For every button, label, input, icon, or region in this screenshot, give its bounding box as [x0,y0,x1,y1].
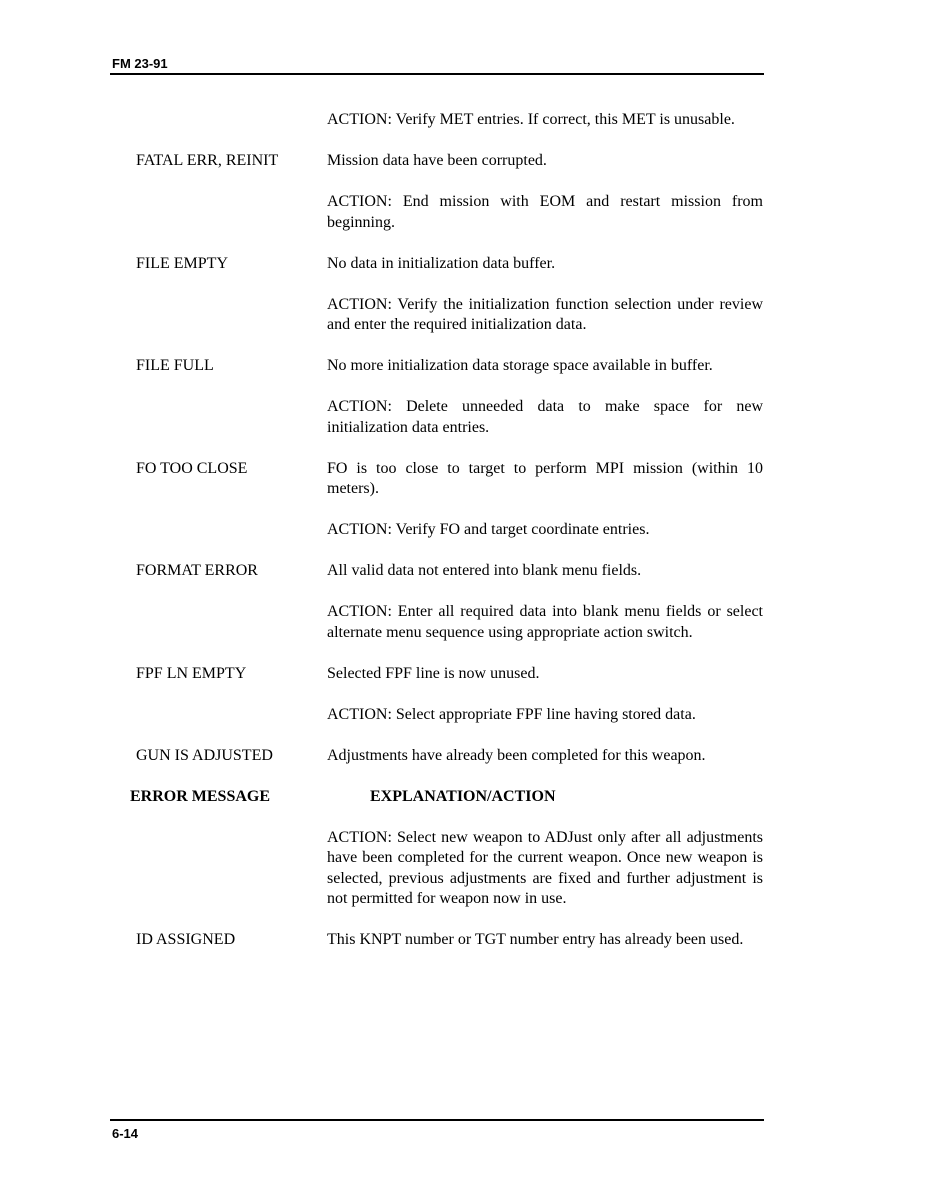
error-message-term: FO TOO CLOSE [136,459,248,477]
error-explanation [327,828,763,910]
error-message-term: FILE EMPTY [136,254,228,272]
explanation-paragraph: All valid data not entered into blank menu fields. [327,562,642,579]
explanation-paragraph: ACTION: Delete unneeded data to make space for new initialization data entries. [327,398,763,436]
error-message-term: FATAL ERR, REINIT [136,152,279,169]
column-heading-error-message: ERROR MESSAGE [130,787,271,805]
error-explanation [327,110,763,131]
entries-before [136,110,764,766]
error-message-term: GUN IS ADJUSTED [136,746,273,764]
explanation-paragraph: ACTION: End mission with EOM and restart mission from beginning. [327,193,763,231]
explanation-paragraph: This KNPT number or TGT number entry has already been used. [327,931,744,948]
error-entry [136,356,764,438]
error-message-term: FILE FULL [136,357,214,374]
error-entry [136,664,764,726]
page-content [130,110,764,971]
error-entry [136,110,764,131]
explanation-paragraph: Adjustments have already been completed for this weapon. [327,746,706,764]
error-message-term: ID ASSIGNED [136,931,236,948]
entries-after [136,828,764,951]
error-explanation [327,151,763,233]
page-number: 6-14 [112,1126,139,1141]
error-explanation [327,459,763,541]
document-id: FM 23-91 [112,56,168,71]
error-message-term [136,828,327,910]
explanation-paragraph: Mission data have been corrupted. [327,152,547,169]
error-entry [136,746,764,767]
error-message-term [136,110,327,131]
column-headings [130,787,764,808]
error-entry [136,828,764,910]
error-explanation [327,561,763,643]
error-message-term: FORMAT ERROR [136,562,258,579]
footer-rule [110,1119,764,1121]
column-heading-explanation: EXPLANATION/ACTION [370,787,556,805]
explanation-paragraph: FO is too close to target to perform MPI mission (within 10 meters). [327,459,763,497]
explanation-paragraph: Selected FPF line is now unused. [327,664,540,682]
explanation-paragraph: ACTION: Verify the initialization function selection under review and enter the required initialization data. [327,295,763,333]
error-entry [136,561,764,643]
explanation-paragraph: ACTION: Select new weapon to ADJust only after all adjustments have been completed for the current weapon. Once new weapon is selected, previous adjustments are fixed and further adjustment is not permitted for weapon now in use. [327,828,763,907]
explanation-paragraph: ACTION: Select appropriate FPF line having stored data. [327,705,696,723]
error-message-term: FPF LN EMPTY [136,664,247,682]
error-explanation [327,356,763,438]
error-entry [136,254,764,336]
explanation-paragraph: No data in initialization data buffer. [327,254,556,272]
error-entry [136,930,764,951]
explanation-paragraph: ACTION: Verify MET entries. If correct, this MET is unusable. [327,111,735,128]
error-explanation [327,930,763,951]
explanation-paragraph: No more initialization data storage space available in buffer. [327,357,713,374]
explanation-paragraph: ACTION: Verify FO and target coordinate entries. [327,521,650,538]
error-entry [136,151,764,233]
error-explanation [327,746,763,767]
header-rule [110,73,764,75]
explanation-paragraph: ACTION: Enter all required data into blank menu fields or select alternate menu sequence using appropriate action switch. [327,603,763,641]
error-explanation [327,254,763,336]
error-explanation [327,664,763,726]
error-entry [136,459,764,541]
